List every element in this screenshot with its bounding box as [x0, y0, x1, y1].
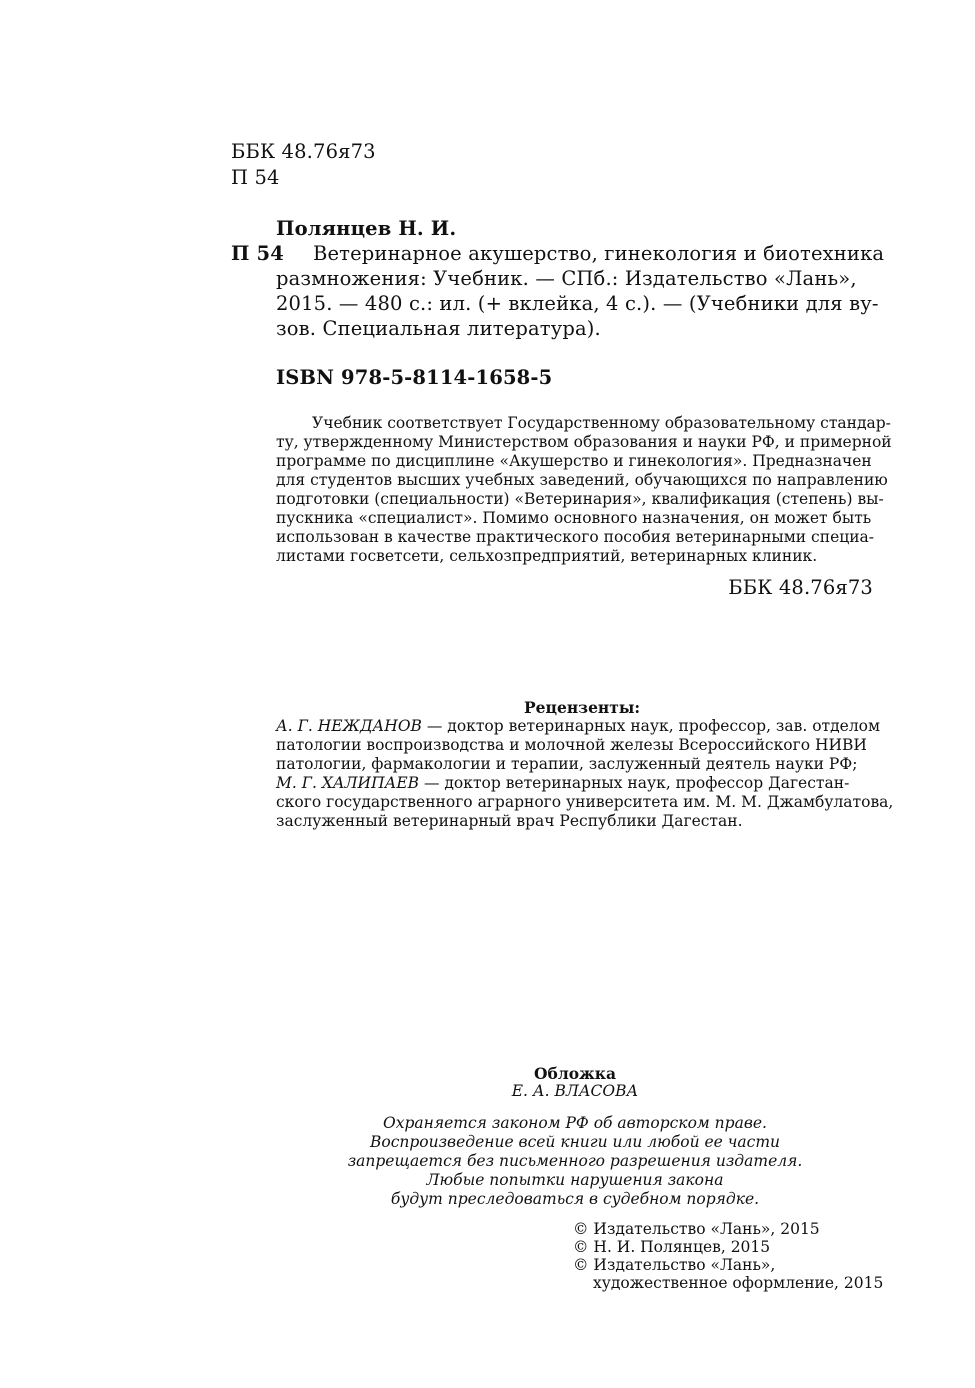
annotation-line-2: ту, утвержденному Министерством образования и науки РФ, и примерной — [276, 433, 892, 451]
notice-line-3: запрещается без письменного разрешения издателя. — [347, 1152, 803, 1170]
annotation-line-8: листами госветсети, сельхозпредприятий, ветеринарных клиник. — [276, 547, 818, 565]
reviewer-1-line-3: патологии, фармакологии и терапии, заслуженный деятель науки РФ; — [276, 755, 858, 773]
copyright-line-4: художественное оформление, 2015 — [593, 1274, 884, 1292]
notice-line-2: Воспроизведение всей книги или любой ее части — [369, 1133, 781, 1151]
annotation-line-1: Учебник соответствует Государственному образовательному стандар- — [312, 414, 891, 432]
isbn: ISBN 978-5-8114-1658-5 — [276, 366, 553, 389]
annotation-line-5: подготовки (специальности) «Ветеринария», квалификация (степень) вы- — [276, 490, 884, 508]
notice-line-5: будут преследоваться в судебном порядке. — [390, 1190, 760, 1208]
bib-line-3: 2015. — 480 с.: ил. (+ вклейка, 4 с.). — (Учебники для ву- — [276, 292, 879, 315]
reviewer-1-line-1 — [276, 717, 880, 736]
annotation-line-6: пускника «специалист». Помимо основного назначения, он может быть — [276, 509, 872, 527]
reviewer-1-line-2: патологии воспроизводства и молочной железы Всероссийского НИВИ — [276, 736, 867, 754]
bib-line-4: зов. Специальная литература). — [276, 317, 601, 340]
bib-line-2: размножения: Учебник. — СПб.: Издательство «Лань», — [276, 267, 857, 290]
reviewers-heading: Рецензенты: — [524, 698, 641, 717]
reviewer-2-title: — доктор ветеринарных наук, профессор Дагестан- — [419, 774, 850, 792]
reviewer-2-line-2: ского государственного аграрного университета им. М. М. Джамбулатова, — [276, 793, 894, 811]
reviewer-2-line-1 — [276, 774, 849, 793]
entry-code: П 54 — [231, 242, 284, 265]
copyright-line-1: © Издательство «Лань», 2015 — [573, 1220, 820, 1238]
bbk-top: ББК 48.76я73 — [231, 140, 376, 163]
reviewer-2-line-3: заслуженный ветеринарный врач Республики Дагестан. — [276, 812, 743, 830]
annotation-line-3: программе по дисциплине «Акушерство и гинекология». Предназначен — [276, 452, 872, 470]
author: Полянцев Н. И. — [276, 217, 457, 240]
udk-code: П 54 — [231, 166, 280, 189]
reviewer-1-name: А. Г. НЕЖДАНОВ — [276, 717, 422, 735]
notice-line-4: Любые попытки нарушения закона — [426, 1171, 724, 1189]
annotation-line-7: использован в качестве практического пособия ветеринарными специа- — [276, 528, 875, 546]
cover-designer: Е. А. ВЛАСОВА — [511, 1082, 639, 1100]
cover-heading: Обложка — [534, 1064, 616, 1083]
annotation-line-4: для студентов высших учебных заведений, обучающихся по направлению — [276, 471, 888, 489]
reviewer-1-title: — доктор ветеринарных наук, профессор, зав. отделом — [421, 717, 881, 735]
reviewer-2-name: М. Г. ХАЛИПАЕВ — [276, 774, 420, 792]
copyright-notice — [0, 1114, 975, 1209]
copyright-line-2: © Н. И. Полянцев, 2015 — [573, 1238, 771, 1256]
bbk-bottom: ББК 48.76я73 — [728, 576, 873, 599]
notice-line-1: Охраняется законом РФ об авторском праве. — [383, 1114, 767, 1132]
bib-line-1: Ветеринарное акушерство, гинекология и биотехника — [313, 242, 885, 265]
copyright-line-3: © Издательство «Лань», — [573, 1256, 776, 1274]
